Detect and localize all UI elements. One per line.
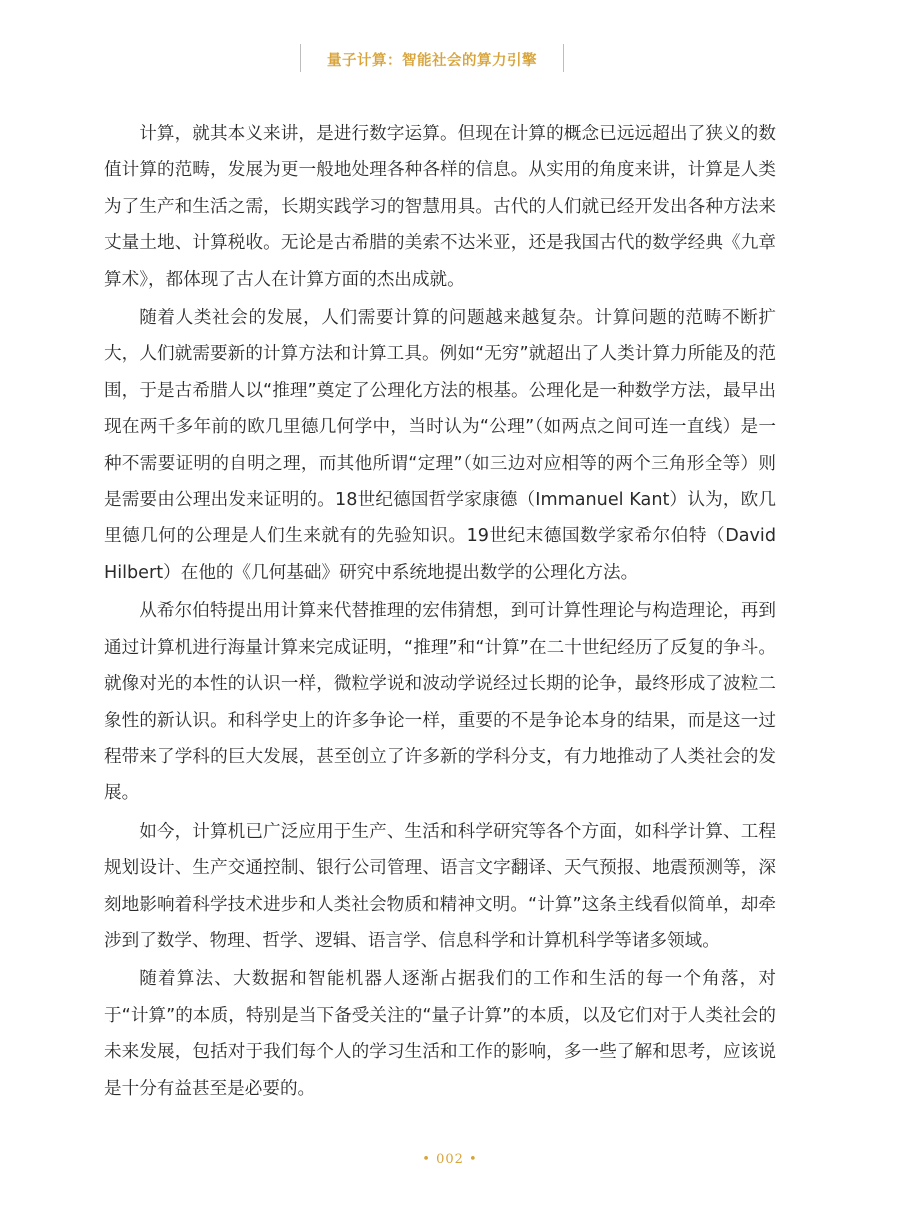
running-header [300,44,564,74]
paragraph-4: 如今，计算机已广泛应用于生产、生活和科学研究等各个方面，如科学计算、工程规划设计、生产交通控制、银行公司管理、语言文字翻译、天气预报、地震预测等，深刻地影响着科学技术进步和人类社会物质和精神文明。“计算”这条主线看似简单，却牵涉到了数学、物理、哲学、逻辑、语言学、信息科学和计算机科学等诸多领域。 [104,821,776,951]
header-left-rule [300,44,301,72]
header-right-rule [563,44,564,72]
page-number: • 002 • [422,1152,478,1167]
paragraph-5: 随着算法、大数据和智能机器人逐渐占据我们的工作和生活的每一个角落，对于“计算”的本质，特别是当下备受关注的“量子计算”的本质，以及它们对于人类社会的未来发展，包括对于我们每个人的学习生活和工作的影响，多一些了解和思考，应该说是十分有益甚至是必要的。 [104,969,776,1099]
body-text [104,116,776,1109]
paragraph-2: 随着人类社会的发展，人们需要计算的问题越来越复杂。计算问题的范畴不断扩大，人们就需要新的计算方法和计算工具。例如“无穷”就超出了人类计算力所能及的范围，于是古希腊人以“推理”奠定了公理化方法的根基。公理化是一种数学方法，最早出现在两千多年前的欧几里德几何学中，当时认为“公理”（如两点之间可连一直线）是一种不需要证明的自明之理，而其他所谓“定理”（如三边对应相等的两个三角形全等）则是需要由公理出发来证明的。18世纪德国哲学家康德（Immanuel Kant）认为，欧几里德几何的公理是人们生来就有的先验知识。19世纪末德国数学家希尔伯特（David Hilbert）在他的《几何基础》研究中系统地提出数学的公理化方法。 [104,308,776,583]
running-header-title: 量子计算：智能社会的算力引擎 [327,52,537,69]
paragraph-1: 计算，就其本义来讲，是进行数字运算。但现在计算的概念已远远超出了狭义的数值计算的范畴，发展为更一般地处理各种各样的信息。从实用的角度来讲，计算是人类为了生产和生活之需，长期实践学习的智慧用具。古代的人们就已经开发出各种方法来丈量土地、计算税收。无论是古希腊的美索不达米亚，还是我国古代的数学经典《九章算术》，都体现了古人在计算方面的杰出成就。 [104,124,776,290]
paragraph-3: 从希尔伯特提出用计算来代替推理的宏伟猜想，到可计算性理论与构造理论，再到通过计算机进行海量计算来完成证明，“推理”和“计算”在二十世纪经历了反复的争斗。就像对光的本性的认识一样，微粒学说和波动学说经过长期的论争，最终形成了波粒二象性的新认识。和科学史上的许多争论一样，重要的不是争论本身的结果，而是这一过程带来了学科的巨大发展，甚至创立了许多新的学科分支，有力地推动了人类社会的发展。 [104,601,776,804]
